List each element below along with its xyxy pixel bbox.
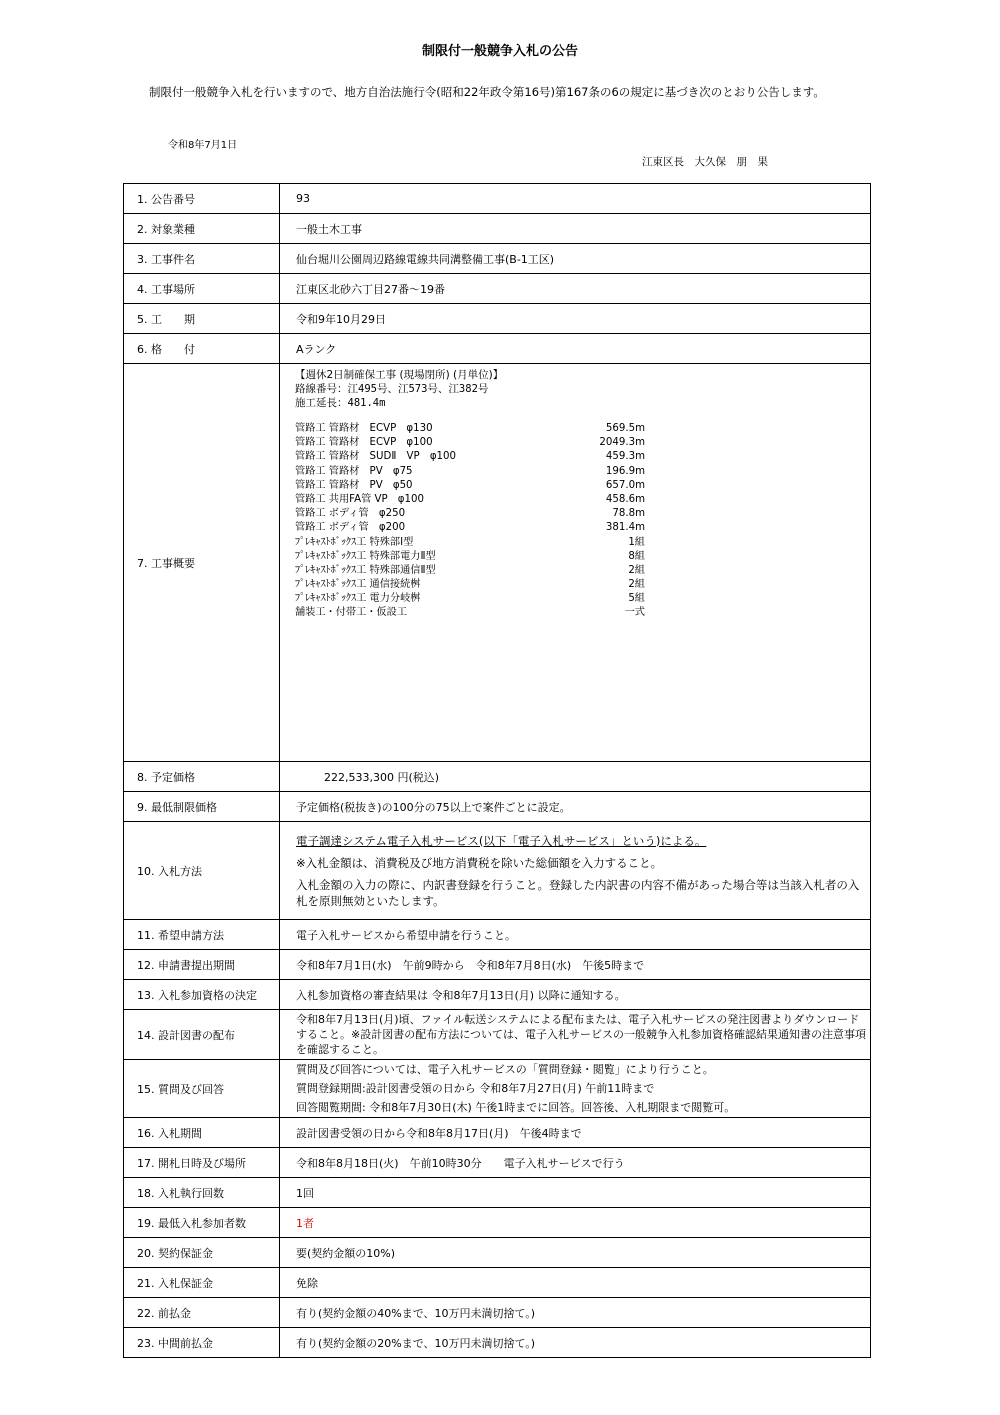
overview-item — [295, 493, 870, 507]
row-value: 予定価格(税抜き)の100分の75以上で案件ごとに設定。 — [280, 792, 871, 822]
table-row — [124, 274, 871, 304]
work-overview — [280, 364, 871, 762]
overview-item-name: 管路工 管路材 PV φ75 — [295, 465, 413, 477]
table-row — [124, 950, 871, 980]
table-row — [124, 920, 871, 950]
row-label: 10. 入札方法 — [124, 822, 280, 920]
row-label: 2. 対象業種 — [124, 214, 280, 244]
row-value: 仙台堀川公園周辺路線電線共同溝整備工事(B-1工区) — [280, 244, 871, 274]
table-row — [124, 1208, 871, 1238]
table-row — [124, 364, 871, 762]
overview-item — [295, 606, 870, 620]
table-row — [124, 1238, 871, 1268]
table-row — [124, 792, 871, 822]
overview-item-name: 管路工 管路材 ECVP φ130 — [295, 423, 433, 434]
overview-items — [295, 422, 870, 621]
notice-table — [123, 183, 871, 1358]
table-row — [124, 1148, 871, 1178]
overview-item-qty: 1組 — [628, 536, 645, 548]
overview-item-qty: 381.4m — [605, 522, 645, 534]
row-value: 1回 — [280, 1178, 871, 1208]
qa-method: 質問及び回答については、電子入札サービスの「質問登録・閲覧」により行うこと。 — [296, 1063, 714, 1076]
qa-answer-period: 回答閲覧期間: 令和8年7月30日(木) 午後1時までに回答。回答後、入札期限まで閲覧可。 — [296, 1101, 736, 1114]
issuer-name: 江東区長 大久保 朋 果 — [642, 156, 768, 168]
row-value: 令和8年7月13日(月)頃、ファイル転送システムによる配布または、電子入札サービスの発注図書よりダウンロードすること。※設計図書の配布方法については、電子入札サービスの一般競争入札参加資格確認結果通知書の注意事項を確認すること。 — [280, 1010, 871, 1060]
table-row — [124, 244, 871, 274]
overview-item-name: 管路工 共用FA管 VP φ100 — [295, 493, 424, 505]
row-label: 17. 開札日時及び場所 — [124, 1148, 280, 1178]
table-row — [124, 822, 871, 920]
table-row — [124, 1328, 871, 1358]
overview-item — [295, 479, 870, 493]
overview-item-name: ﾌﾟﾚｷｬｽﾄﾎﾞｯｸｽ工 通信接続桝 — [295, 579, 421, 591]
row-value: 要(契約金額の10%) — [280, 1238, 871, 1268]
min-bidders-value: 1者 — [280, 1208, 871, 1238]
overview-item-name: ﾌﾟﾚｷｬｽﾄﾎﾞｯｸｽ工 電力分岐桝 — [295, 593, 421, 605]
overview-item-name: 舗装工・付帯工・仮設工 — [295, 607, 408, 619]
overview-item-qty: 8組 — [628, 550, 645, 562]
row-label: 4. 工事場所 — [124, 274, 280, 304]
page-title: 制限付一般競争入札の公告 — [421, 44, 578, 59]
row-label: 14. 設計図書の配布 — [124, 1010, 280, 1060]
row-label: 13. 入札参加資格の決定 — [124, 980, 280, 1010]
row-value: 令和8年8月18日(火) 午前10時30分 電子入札サービスで行う — [280, 1148, 871, 1178]
table-row — [124, 334, 871, 364]
row-value: 令和8年7月1日(水) 午前9時から 令和8年7月8日(水) 午後5時まで — [280, 950, 871, 980]
row-value: 令和9年10月29日 — [280, 304, 871, 334]
row-label: 20. 契約保証金 — [124, 1238, 280, 1268]
row-label: 18. 入札執行回数 — [124, 1178, 280, 1208]
overview-item — [295, 422, 870, 436]
table-row — [124, 1178, 871, 1208]
table-row — [124, 762, 871, 792]
row-label: 21. 入札保証金 — [124, 1268, 280, 1298]
row-value: 設計図書受領の日から令和8年8月17日(月) 午後4時まで — [280, 1118, 871, 1148]
overview-item-qty: 2組 — [628, 579, 645, 591]
overview-item — [295, 536, 870, 550]
overview-item-qty: 78.8m — [612, 508, 645, 520]
table-row — [124, 1268, 871, 1298]
table-row — [124, 980, 871, 1010]
table-row — [124, 1060, 871, 1118]
overview-item — [295, 550, 870, 564]
overview-item-name: 管路工 ボディ管 φ250 — [295, 508, 406, 520]
bid-method-detail: 入札金額の入力の際に、内訳書登録を行うこと。登録した内訳書の内容不備があった場合等は当該入札者の入札を原則無効といたします。 — [296, 877, 860, 908]
overview-item-qty: 一式 — [624, 607, 645, 619]
row-label: 9. 最低制限価格 — [124, 792, 280, 822]
row-value: 有り(契約金額の40%まで、10万円未満切捨て。) — [280, 1298, 871, 1328]
overview-item-name: 管路工 管路材 ECVP φ100 — [295, 437, 433, 449]
row-label: 22. 前払金 — [124, 1298, 280, 1328]
row-value: 免除 — [280, 1268, 871, 1298]
overview-item — [295, 521, 870, 535]
overview-header: 【週休2日制確保工事 (現場閉所) (月単位)】 — [295, 369, 504, 381]
overview-item — [295, 564, 870, 578]
row-value: 入札参加資格の審査結果は 令和8年7月13日(月) 以降に通知する。 — [280, 980, 871, 1010]
row-label: 5. 工 期 — [124, 304, 280, 334]
overview-item — [295, 436, 870, 450]
row-label: 11. 希望申請方法 — [124, 920, 280, 950]
overview-item — [295, 507, 870, 521]
overview-length: 施工延長：481.4m — [295, 397, 386, 409]
row-value: 222,533,300 円(税込) — [280, 762, 871, 792]
overview-item-qty: 196.9m — [605, 465, 645, 477]
row-label: 7. 工事概要 — [124, 364, 280, 762]
overview-item-qty: 458.6m — [605, 493, 645, 505]
intro-text: 制限付一般競争入札を行いますので、地方自治法施行令(昭和22年政令第16号)第167条の6の規定に基づき次のとおり公告します。 — [149, 85, 825, 99]
overview-item-qty: 2049.3m — [599, 437, 645, 449]
overview-item-qty: 657.0m — [605, 479, 645, 491]
overview-item-name: ﾌﾟﾚｷｬｽﾄﾎﾞｯｸｽ工 特殊部Ⅰ型 — [295, 536, 414, 548]
row-label: 1. 公告番号 — [124, 184, 280, 214]
row-value: 93 — [280, 184, 871, 214]
table-row — [124, 304, 871, 334]
table-row — [124, 214, 871, 244]
overview-item-qty: 459.3m — [605, 451, 645, 463]
overview-item-name: 管路工 管路材 SUDⅡ VP φ100 — [295, 451, 456, 463]
overview-item-name: ﾌﾟﾚｷｬｽﾄﾎﾞｯｸｽ工 特殊部通信Ⅱ型 — [295, 564, 436, 576]
row-label: 6. 格 付 — [124, 334, 280, 364]
row-value: Aランク — [280, 334, 871, 364]
overview-item-qty: 5組 — [628, 593, 645, 605]
overview-item-name: 管路工 管路材 PV φ50 — [295, 479, 413, 491]
table-row — [124, 1298, 871, 1328]
row-label: 23. 中間前払金 — [124, 1328, 280, 1358]
row-value — [280, 1060, 871, 1118]
overview-item-qty: 2組 — [628, 564, 645, 576]
row-value: 電子入札サービスから希望申請を行うこと。 — [280, 920, 871, 950]
table-row — [124, 184, 871, 214]
overview-item-name: ﾌﾟﾚｷｬｽﾄﾎﾞｯｸｽ工 特殊部電力Ⅱ型 — [295, 550, 436, 562]
row-value: 一般土木工事 — [280, 214, 871, 244]
qa-question-period: 質問登録期間:設計図書受領の日から 令和8年7月27日(月) 午前11時まで — [296, 1082, 655, 1095]
row-label: 16. 入札期間 — [124, 1118, 280, 1148]
overview-item-qty: 569.5m — [605, 423, 645, 434]
overview-item — [295, 592, 870, 606]
row-value: 江東区北砂六丁目27番～19番 — [280, 274, 871, 304]
row-label: 19. 最低入札参加者数 — [124, 1208, 280, 1238]
overview-item — [295, 465, 870, 479]
row-value — [280, 822, 871, 920]
overview-item — [295, 578, 870, 592]
overview-item-name: 管路工 ボディ管 φ200 — [295, 522, 406, 534]
row-label: 15. 質問及び回答 — [124, 1060, 280, 1118]
bid-method-note: ※入札金額は、消費税及び地方消費税を除いた総価額を入力すること。 — [296, 855, 663, 870]
overview-route: 路線番号：江495号、江573号、江382号 — [295, 383, 489, 395]
row-value: 有り(契約金額の20%まで、10万円未満切捨て。) — [280, 1328, 871, 1358]
row-label: 12. 申請書提出期間 — [124, 950, 280, 980]
row-label: 3. 工事件名 — [124, 244, 280, 274]
bid-method-line: 電子調達システム電子入札サービス(以下「電子入札サービス」という)による。 — [296, 833, 707, 848]
row-label: 8. 予定価格 — [124, 762, 280, 792]
table-row — [124, 1118, 871, 1148]
overview-item — [295, 450, 870, 464]
notice-date: 令和8年7月1日 — [168, 140, 238, 151]
table-row — [124, 1010, 871, 1060]
